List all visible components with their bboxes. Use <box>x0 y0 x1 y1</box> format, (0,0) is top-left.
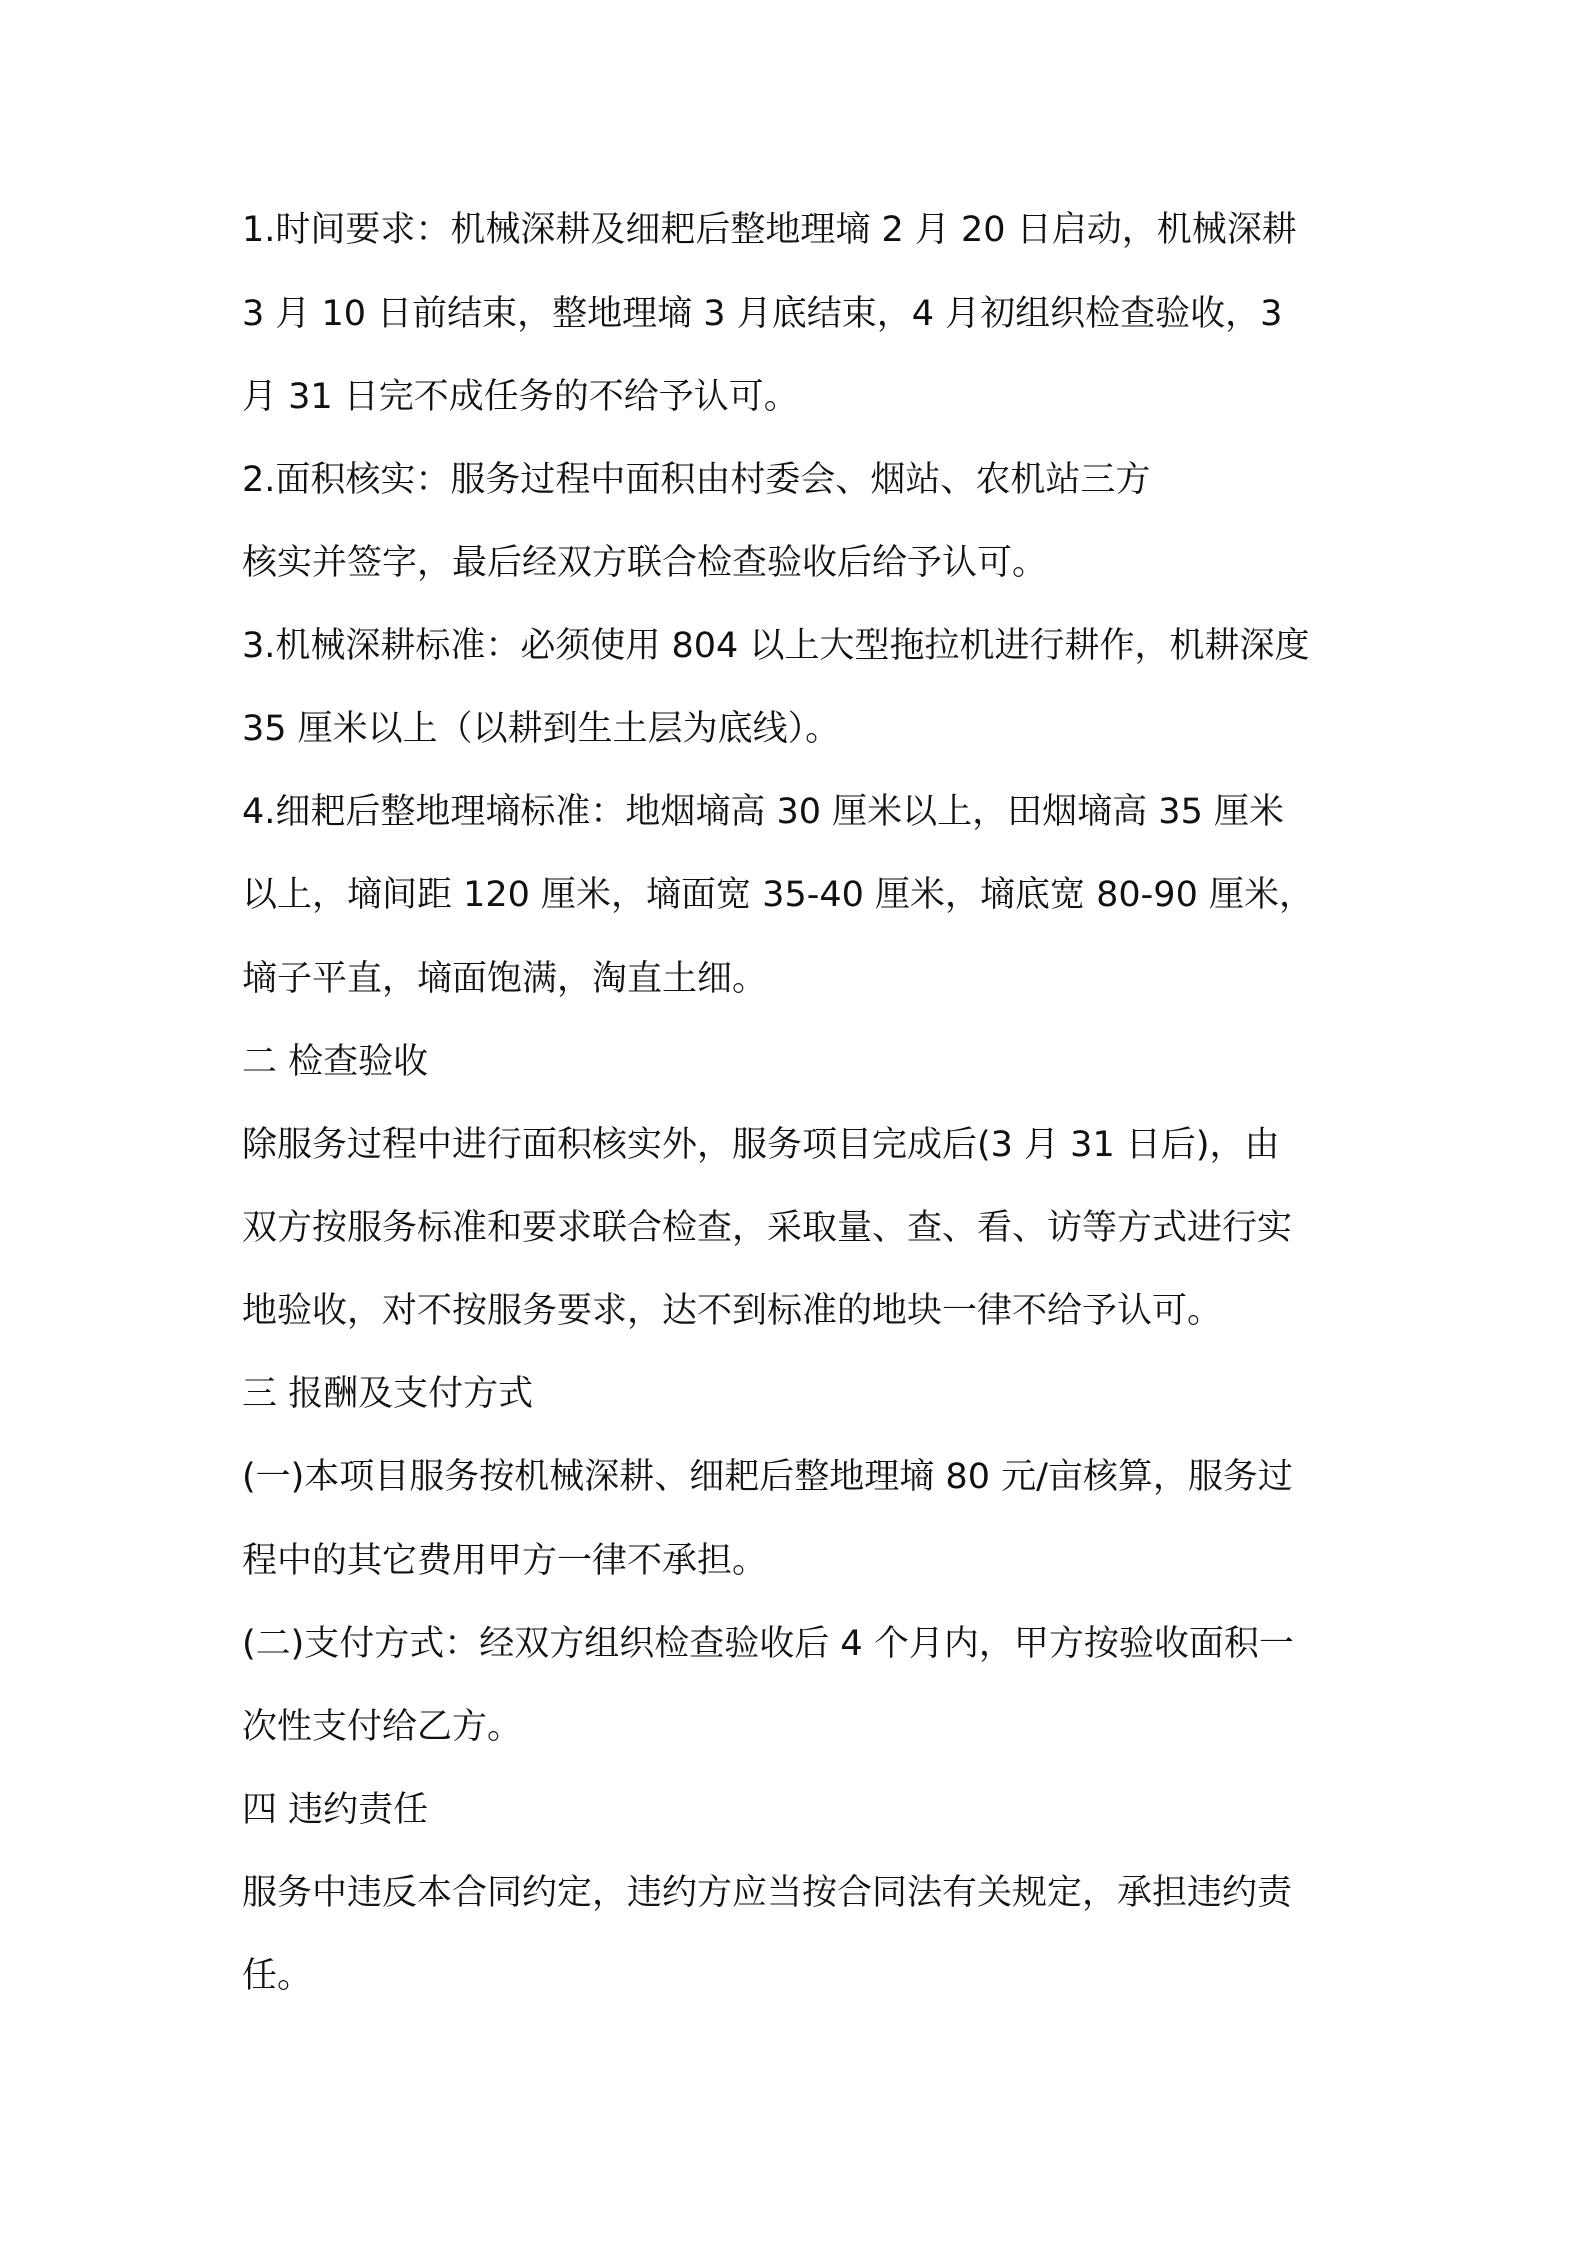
text-line: 除服务过程中进行面积核实外，服务项目完成后(3 月 31 日后)，由 <box>242 1125 1280 1165</box>
text-line: 3.机械深耕标准：必须使用 804 以上大型拖拉机进行耕作，机耕深度 <box>242 626 1310 666</box>
text-line: 服务中违反本合同约定，违约方应当按合同法有关规定，承担违约责 <box>242 1873 1293 1913</box>
text-line: 核实并签字，最后经双方联合检查验收后给予认可。 <box>242 543 1048 583</box>
section-heading: 三 报酬及支付方式 <box>242 1374 534 1414</box>
text-line: (二)支付方式：经双方组织检查验收后 4 个月内，甲方按验收面积一 <box>242 1624 1294 1664</box>
section-heading: 四 违约责任 <box>242 1790 429 1830</box>
text-line: 4.细耙后整地理墒标准：地烟墒高 30 厘米以上，田烟墒高 35 厘米 <box>242 792 1284 832</box>
text-line: 1.时间要求：机械深耕及细耙后整地理墒 2 月 20 日启动，机械深耕 <box>242 210 1297 250</box>
text-line: 墒子平直，墒面饱满，淘直土细。 <box>242 959 768 999</box>
text-line: 3 月 10 日前结束，整地理墒 3 月底结束，4 月初组织检查验收，3 <box>242 294 1283 334</box>
text-line: 任。 <box>242 1956 313 1996</box>
text-line: 次性支付给乙方。 <box>242 1707 523 1747</box>
text-line: 35 厘米以上（以耕到生土层为底线）。 <box>242 709 841 749</box>
text-line: 地验收，对不按服务要求，达不到标准的地块一律不给予认可。 <box>242 1291 1223 1331</box>
text-line: 双方按服务标准和要求联合检查，采取量、查、看、访等方式进行实 <box>242 1208 1293 1248</box>
text-line: (一)本项目服务按机械深耕、细耙后整地理墒 80 元/亩核算，服务过 <box>242 1457 1293 1497</box>
text-line: 程中的其它费用甲方一律不承担。 <box>242 1541 768 1581</box>
text-line: 以上，墒间距 120 厘米，墒面宽 35-40 厘米，墒底宽 80-90 厘米， <box>242 875 1314 915</box>
text-line: 2.面积核实：服务过程中面积由村委会、烟站、农机站三方 <box>242 460 1151 500</box>
text-line: 月 31 日完不成任务的不给予认可。 <box>242 377 799 417</box>
section-heading: 二 检查验收 <box>242 1042 429 1082</box>
